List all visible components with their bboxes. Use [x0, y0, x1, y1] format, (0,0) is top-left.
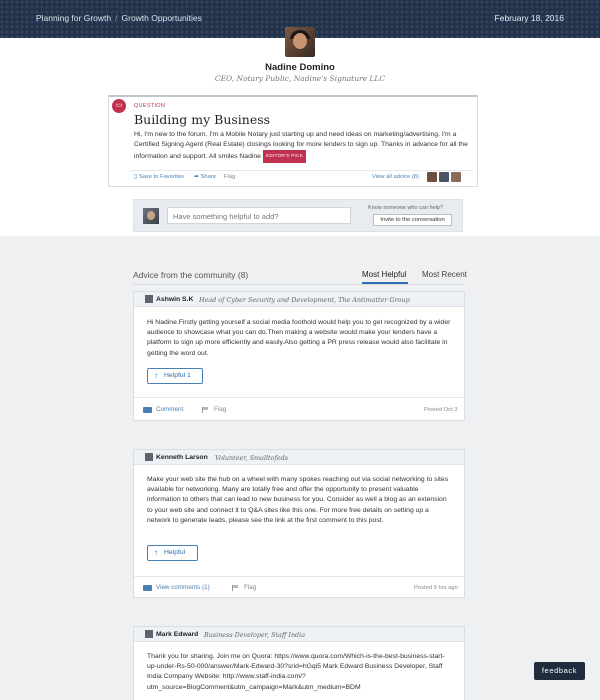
feedback-button[interactable]: feedback [534, 662, 585, 680]
question-title: Building my Business [134, 112, 271, 127]
breadcrumb-planning[interactable]: Planning for Growth [36, 13, 112, 23]
answer-author-role: Volunteer, Smalltofeds [215, 454, 288, 462]
answer-author-role: Business Developer, Staff India [204, 631, 306, 639]
answer-header [134, 627, 464, 642]
share-icon: ➦ [194, 174, 199, 180]
author-avatar[interactable] [285, 27, 315, 57]
tab-most-helpful[interactable]: Most Helpful [362, 270, 407, 279]
editors-pick-badge: EDITOR'S PICK [263, 150, 306, 162]
answer-avatar[interactable] [145, 630, 153, 638]
answer-body: Hi Nadine.Firstly getting yourself a social media foothold would help you to get recognized by a wider audience to showcase what you can do.Then making a website would make your lenders have a platform to sign up more efficiently and easily.Also getting a PR press release would also facilitate in getting the word out. [147, 319, 451, 357]
share-label: Share [200, 174, 216, 180]
current-user-avatar [143, 208, 159, 224]
contributor-avatar[interactable] [451, 172, 461, 182]
know-someone-label: Know someone who can help? [368, 205, 443, 211]
divider [129, 170, 473, 171]
share-link[interactable] [194, 174, 216, 180]
breadcrumb [36, 13, 202, 23]
helpful-button[interactable]: ↑ Helpful 1 [147, 368, 203, 384]
posted-time: Posted Oct 3 [424, 407, 458, 413]
bookmark-icon: ▯ [134, 174, 138, 180]
contributor-avatar[interactable] [439, 172, 449, 182]
question-body [134, 130, 469, 163]
answer-card [133, 449, 465, 598]
flag-icon [202, 407, 208, 413]
question-icon: ▭ [112, 99, 126, 113]
author-name[interactable]: Nadine Domino [265, 62, 335, 73]
save-favorites-link[interactable] [134, 174, 184, 180]
question-label: QUESTION [134, 103, 166, 109]
page-date: February 18, 2016 [494, 13, 564, 23]
answer-header [134, 450, 464, 465]
answer-author-name[interactable]: Mark Edward [156, 631, 199, 638]
answer-header [134, 292, 464, 307]
helpful-button[interactable]: ↑ Helpful [147, 545, 198, 561]
answer-avatar[interactable] [145, 453, 153, 461]
answer-author-name[interactable]: Kenneth Larson [156, 454, 208, 461]
answer-card [133, 626, 465, 700]
breadcrumb-growth[interactable]: Growth Opportunities [121, 13, 202, 23]
question-text: Hi, I'm new to the forum. I'm a Mobile Notary just starting up and need ideas on marketing/advertising. I'm a Certified Signing Agent (Real Estate) closings looking for more lenders to sign up. Thanks in advance for all the information and support. All smiles Nadine [134, 131, 468, 161]
advice-input[interactable]: Have something helpful to add? [167, 207, 351, 224]
answer-author-name[interactable]: Ashwin S.K [156, 296, 194, 303]
answer-avatar[interactable] [145, 295, 153, 303]
tab-most-recent[interactable]: Most Recent [422, 270, 467, 279]
posted-time: Posted 9 hrs ago [414, 585, 458, 591]
contributor-avatar[interactable] [427, 172, 437, 182]
divider [134, 576, 464, 577]
flag-link[interactable]: Flag [244, 584, 257, 591]
comment-icon [143, 407, 152, 413]
answer-body: Thank you for sharing. Join me on Quora: https://www.quora.com/Which-is-the-best-business-start-up-under-Rs-50-000/answer/Mark-Edward-30?srid=hGqi5 Mark Edward Business Developer, Staff India Company Website: http://www.staff-india.com/?utm_source=BlogComment&utm_campaign=Mark&utm_medium=BDM [147, 653, 445, 691]
view-all-advice-link[interactable]: View all advice (8) [372, 174, 419, 180]
question-flag-link[interactable]: Flag [224, 174, 236, 180]
flag-icon [232, 585, 238, 591]
advice-heading: Advice from the community (8) [133, 270, 249, 280]
flag-link[interactable]: Flag [214, 406, 227, 413]
answer-author-role: Head of Cyber Security and Development, The Antimatter Group [199, 296, 410, 304]
answer-card [133, 291, 465, 421]
breadcrumb-separator: / [115, 13, 118, 23]
view-comments-link[interactable]: View comments (1) [156, 584, 210, 591]
invite-button[interactable]: Invite to the conversation [373, 214, 452, 226]
comment-link[interactable]: Comment [156, 406, 184, 413]
answer-body: Make your web site the hub on a wheel with many spokes reaching out via social networking to sites available for networking. Many are totally free and offer the opportunity to present valuable information to others that can lead to new business for you. Consider as well a blog as an extension to your web site and connect it to Q&A sites like this one. For more free details on setting up a network to generate leads, please see the link at the first comment to this post. [147, 476, 449, 524]
save-favorites-label: Save to Favorites [138, 174, 184, 180]
author-role: CEO, Notary Public, Nadine's Signature LLC [214, 74, 386, 83]
comment-icon [143, 585, 152, 591]
divider [133, 284, 465, 285]
divider [134, 397, 464, 398]
